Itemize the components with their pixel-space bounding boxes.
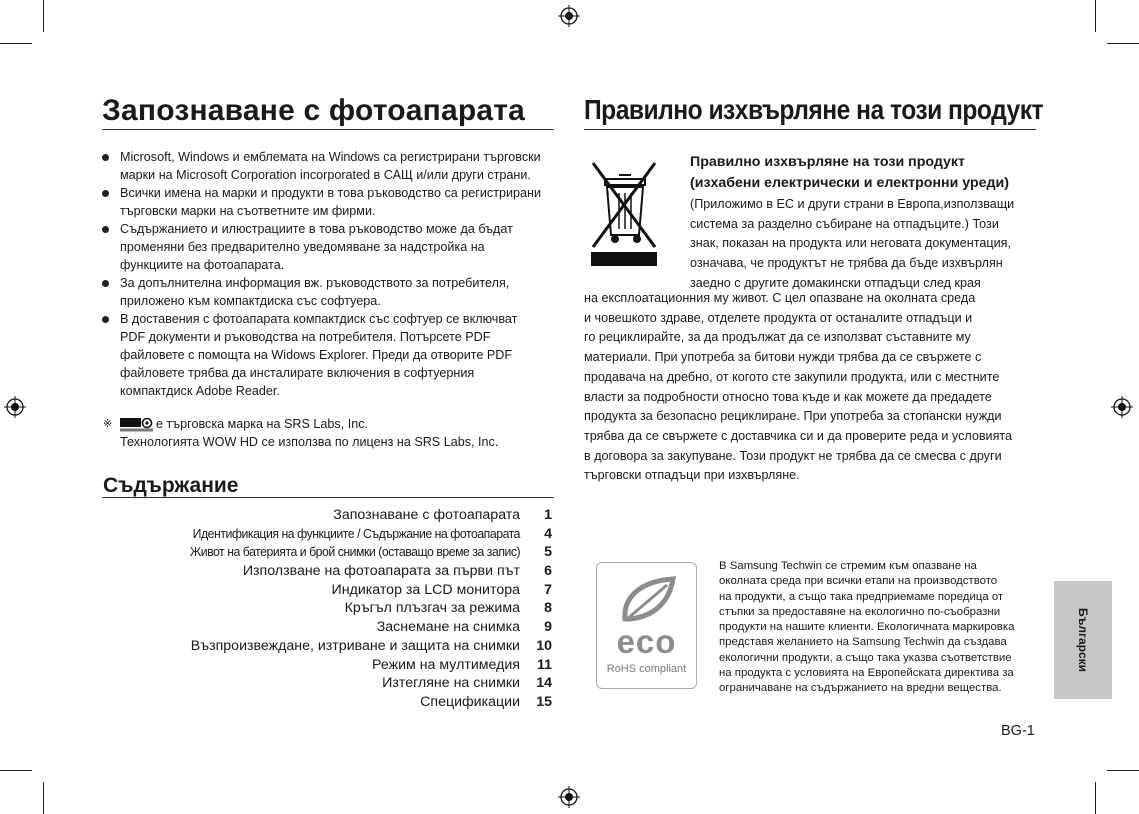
disposal-text-indented: (Приложимо в ЕС и други страни в Европа,използващи система за разделно събиране на отпадъците.) Този знак, показан на продукта или неговата документация, означава, че продуктът не трябва да бъде изхвърлян заедно с другите домакински отпадъци след края: [690, 197, 1015, 290]
crop-mark: [1107, 770, 1139, 771]
bullet-icon: [102, 280, 109, 287]
eco-logo-text: eco: [616, 623, 677, 660]
bullet-icon: [102, 316, 109, 323]
toc-row[interactable]: Кръгъл плъзгач за режима 8: [344, 600, 552, 617]
list-item: За допълнителна информация вж. ръководството за потребителя, приложено към компактдиска със софтуера.: [100, 274, 545, 310]
srs-logo-icon: [120, 418, 153, 432]
bullet-icon: [102, 190, 109, 197]
list-item: Всички имена на марки и продукти в това ръководство са регистрирани търговски марки на съответните им фирми.: [100, 184, 545, 220]
title-underline: [584, 129, 1036, 130]
crop-mark: [43, 0, 44, 32]
crop-mark: [0, 43, 32, 44]
title-underline: [102, 129, 554, 130]
registration-mark-icon: [4, 396, 26, 418]
eco-logo-subtext: RoHS compliant: [606, 663, 687, 675]
toc-row[interactable]: Възпроизвеждане, изтриване и защита на снимки 10: [190, 637, 552, 654]
list-item: Съдържанието и илюстрациите в това ръководство може да бъдат променяни без предварително уведомяване за надстройка на функциите на фотоапарата.: [100, 220, 545, 274]
registration-mark-icon: [1111, 396, 1133, 418]
toc-row[interactable]: Индикатор за LCD монитора 7: [331, 581, 552, 598]
crossed-out-bin-icon: [589, 157, 661, 267]
toc-row[interactable]: Изтегляне на снимки 14: [382, 675, 552, 692]
list-item: В доставения с фотоапарата компактдиск със софтуер се включват PDF документи и ръководства на потребителя. Потърсете PDF файловете с помощта на Widows Explorer. Преди да отворите PDF файловете трябва да инсталирате включения в софтуерния компактдиск Adobe Reader.: [100, 310, 545, 400]
disposal-text-full: на експлоатационния му живот. С цел опазване на околната среда и човешкото здраве, отделете продукта от останалите отпадъци и го рециклирайте, за да продължат да се използват съставните му материали. При употреба за битови нужди трябва да се свържете с продавача на дребно, от когото сте закупили продукта, или с местните власти за подробности относно това къде и как можете да предадете продукта за безопасно рециклиране. При употреба за стопански нужди трябва да се свържете с доставчика си и да проверите реда и условията в договора за закупуване. Този продукт не трябва да се смесва с други търговски отпадъци при изхвърляне.: [584, 291, 1013, 483]
right-page-title: Правилно изхвърляне на този продукт: [584, 94, 1044, 125]
page-number: BG-1: [1001, 723, 1035, 739]
registration-mark-icon: [558, 786, 580, 808]
disposal-heading: Правилно изхвърляне на този продукт (изхабени електрически и електронни уреди): [690, 154, 1009, 191]
left-page-title: Запознаване с фотоапарата: [102, 94, 526, 127]
crop-mark: [1107, 43, 1139, 44]
contents-heading: Съдържание: [103, 474, 239, 497]
crop-mark: [1095, 0, 1096, 32]
registration-mark-icon: [558, 5, 580, 27]
bullet-list: [100, 148, 545, 400]
trademark-note: [100, 415, 545, 451]
note-line-2: Технологията WOW HD се използва по лиценз на SRS Labs, Inc.: [120, 435, 499, 449]
toc-row[interactable]: Заснемане на снимка 9: [376, 619, 552, 636]
toc-row[interactable]: Режим на мултимедия 11: [372, 656, 552, 673]
bullet-icon: [102, 226, 109, 233]
eco-logo: [596, 562, 697, 689]
leaf-icon: [597, 569, 696, 629]
crop-mark: [0, 770, 32, 771]
language-tab: [1054, 581, 1112, 699]
list-item: Microsoft, Windows и емблемата на Windows са регистрирани търговски марки на Microsoft Corporation incorporated в САЩ и/или други страни.: [100, 148, 545, 184]
crop-mark: [43, 782, 44, 814]
note-mark: ※: [103, 418, 113, 430]
toc-row[interactable]: Живот на батерията и брой снимки (оставащо време за запис) 5: [189, 544, 552, 561]
toc-row[interactable]: Запознаване с фотоапарата 1: [333, 507, 552, 523]
note-line-1: е търговска марка на SRS Labs, Inc.: [156, 417, 369, 431]
toc-row[interactable]: Използване на фотоапарата за първи път 6: [242, 563, 552, 580]
eco-paragraph: В Samsung Techwin се стремим към опазване на околната среда при всички етапи на производството на продукти, а също така предприемаме поредица от стъпки за предоставяне на екологично по-съобразни продукти на нашите клиенти. Екологичната маркировка представя желанието на Samsung Techwin да създава екологични продукти, а също така указва съответствие на продукта с условията на Европейската директива за ограничаване на съдържанието на вредни вещества.: [719, 560, 1015, 695]
contents-underline: [102, 497, 554, 498]
toc-row[interactable]: Идентификация на функциите / Съдържание на фотоапарата 4: [192, 525, 552, 542]
language-tab-label: Български: [1076, 607, 1090, 673]
crop-mark: [1095, 782, 1096, 814]
bullet-icon: [102, 154, 109, 161]
table-of-contents: [100, 506, 552, 712]
toc-row[interactable]: Спецификации 15: [420, 693, 552, 710]
